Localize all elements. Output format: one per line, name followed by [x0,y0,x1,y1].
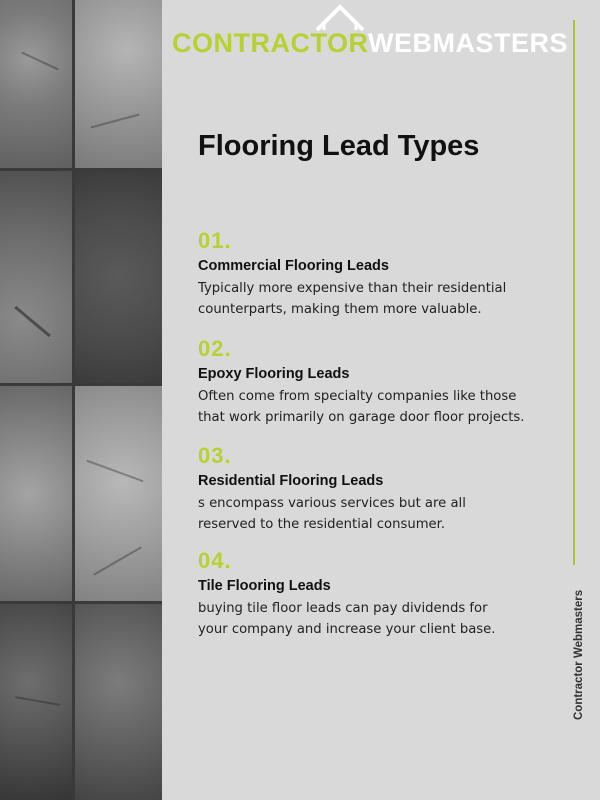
item-title: Tile Flooring Leads [198,578,331,594]
item-description-line: counterparts, making them more valuable. [198,302,482,317]
stone-tile-image [0,0,162,800]
logo-text-contractor: CONTRACTOR [172,28,369,58]
item-description-line: your company and increase your client base. [198,622,496,637]
item-description-line: buying tile floor leads can pay dividends for [198,601,488,616]
stone-tile [75,0,162,168]
item-description [198,386,543,428]
item-description-line: that work primarily on garage door floor projects. [198,410,525,425]
lead-type-item [198,444,543,535]
page-title: Flooring Lead Types [198,130,480,162]
stone-tile [75,386,162,601]
stone-tile [0,171,72,383]
item-description-line: Often come from specialty companies like those [198,389,517,404]
item-number: 04. [198,548,232,573]
item-description [198,493,543,535]
brand-logo [172,0,569,60]
lead-type-item [198,337,543,428]
item-number: 02. [198,336,232,361]
item-title: Epoxy Flooring Leads [198,366,350,382]
stone-tile [75,171,162,383]
accent-divider [573,20,575,565]
item-description-line: reserved to the residential consumer. [198,517,446,532]
side-brand-label: Contractor Webmasters [573,589,585,720]
stone-tile [0,386,72,601]
stone-tile [0,604,72,800]
item-number: 03. [198,443,232,468]
item-description [198,278,543,320]
stone-tile [75,604,162,800]
stone-tile [0,0,72,168]
item-title: Residential Flooring Leads [198,473,384,489]
item-description [198,598,543,640]
lead-type-item [198,549,543,640]
item-title: Commercial Flooring Leads [198,258,389,274]
item-description-line: s encompass various services but are all [198,496,466,511]
logo-text-webmasters: WEBMASTERS [368,28,569,58]
item-number: 01. [198,228,232,253]
lead-type-item [198,229,543,320]
item-description-line: Typically more expensive than their residential [198,281,507,296]
logo-wordmark [172,28,568,59]
